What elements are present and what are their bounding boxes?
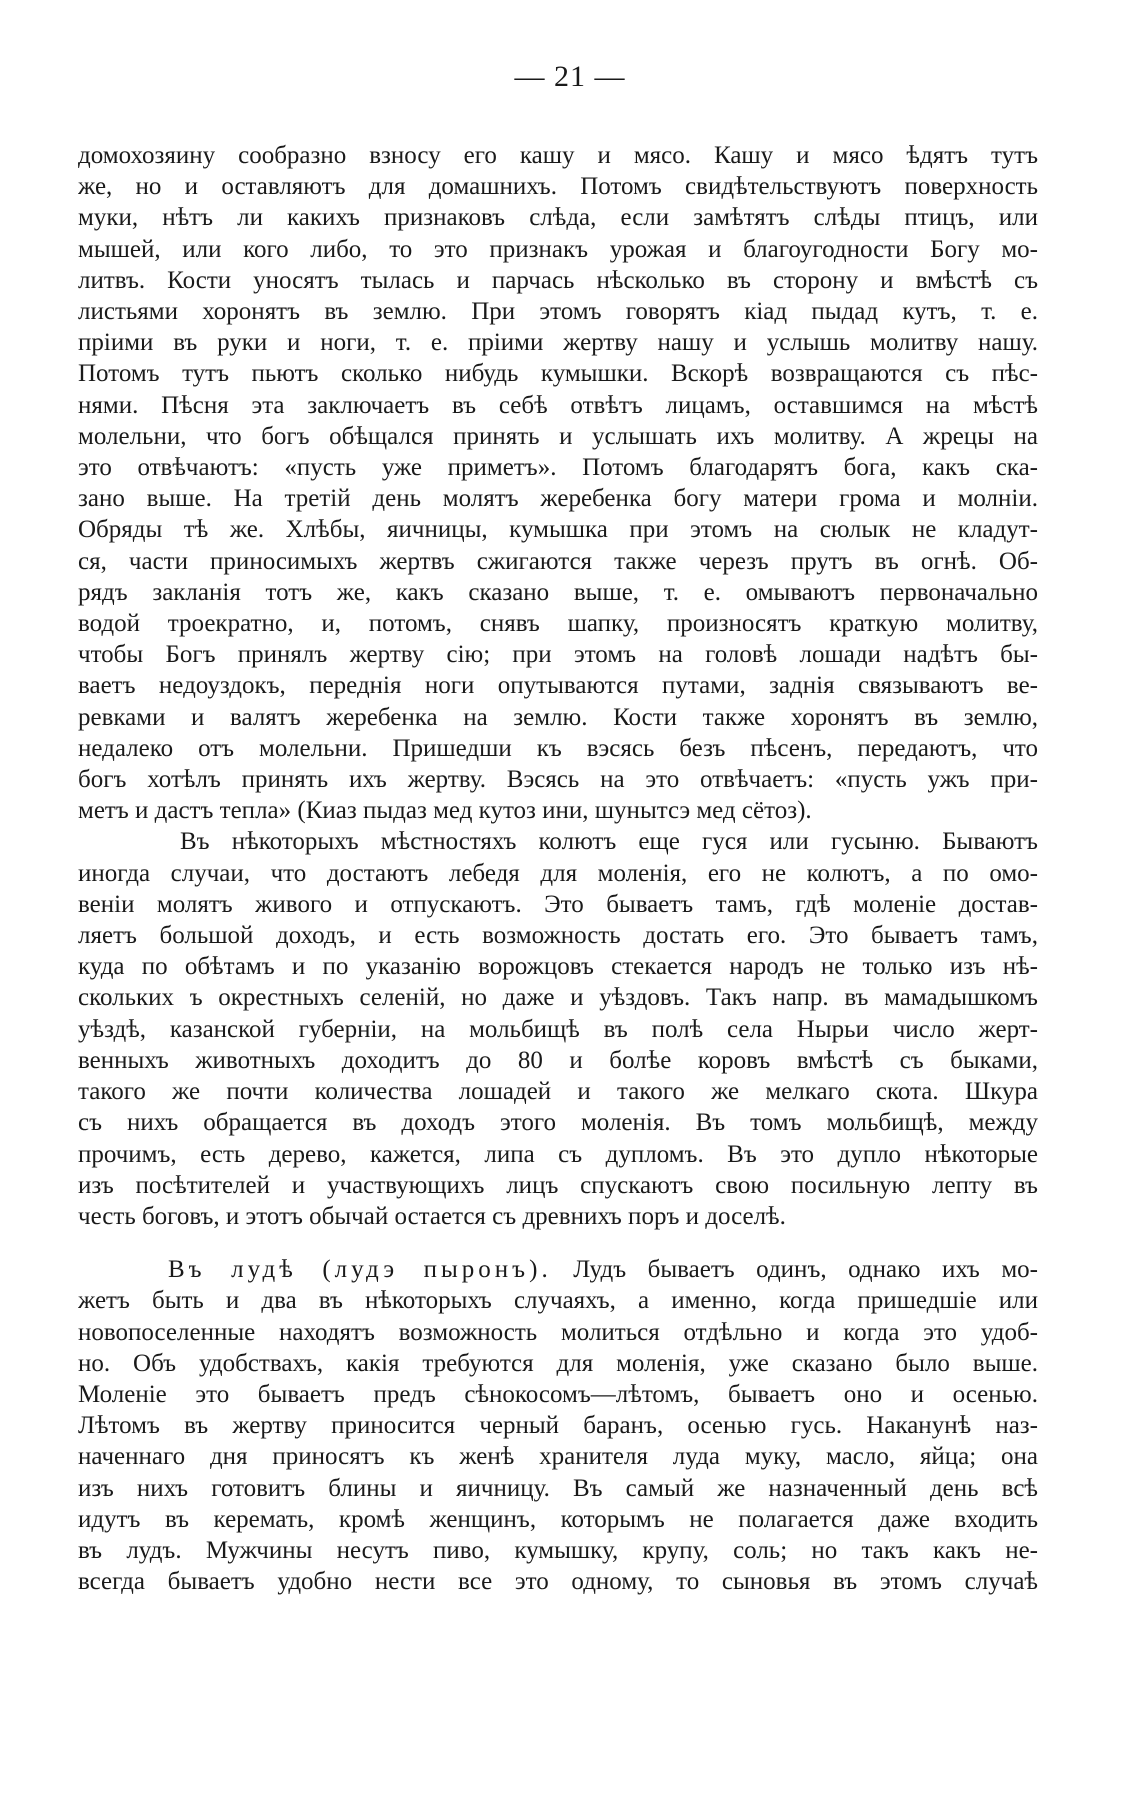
text-line: съ нихъ обращается въ доходъ этого моленія. Въ томъ мольбищѣ, между: [78, 1109, 1038, 1137]
text-line: идутъ въ керемать, кромѣ женщинъ, которымъ не полагается даже входить: [78, 1505, 1038, 1533]
text-line: такого же почти количества лошадей и такого же мелкаго скота. Шкура: [78, 1078, 1038, 1106]
text-body: [78, 140, 1038, 1597]
text-line: Моленіе это бываетъ предъ сѣнокосомъ—лѣтомъ, бываетъ оно и осенью.: [78, 1380, 1038, 1408]
text-line: недалеко отъ молельни. Пришедши къ вэсясь безъ пѣсенъ, передаютъ, что: [78, 734, 1038, 762]
section-heading: Въ лудѣ (лудэ пыронъ).: [168, 1256, 552, 1284]
text-line: Лѣтомъ въ жертву приносится черный баранъ, осенью гусь. Наканунѣ наз-: [78, 1412, 1038, 1440]
paragraph-2: [78, 826, 1038, 1232]
text-line: листьями хоронятъ въ землю. При этомъ говорятъ кіад пыдад кутъ, т. е.: [78, 298, 1038, 326]
text-line: уѣздѣ, казанской губерніи, на мольбищѣ въ полѣ села Нырьи число жерт-: [78, 1015, 1038, 1043]
text-line: изъ нихъ готовитъ блины и яичницу. Въ самый же назначенный день всѣ: [78, 1474, 1038, 1502]
text-line: молельни, что богъ обѣщался принять и услышать ихъ молитву. А жрецы на: [78, 422, 1038, 450]
text-line: веніи молятъ живого и отпускаютъ. Это бываетъ тамъ, гдѣ моленіе достав-: [78, 890, 1038, 918]
text-line: зано выше. На третій день молятъ жеребенка богу матери грома и молніи.: [78, 485, 1038, 513]
text-line: ваетъ недоуздокъ, переднія ноги опутываются путами, заднія связываютъ ве-: [78, 672, 1038, 700]
text-line: богъ хотѣлъ принять ихъ жертву. Вэсясь на это отвѣчаетъ: «пусть ужъ при-: [78, 766, 1038, 794]
text-line: чтобы Богъ принялъ жертву сію; при этомъ на головѣ лошади надѣтъ бы-: [78, 641, 1038, 669]
text-line: иногда случаи, что достаютъ лебедя для моленія, его не колютъ, а по омо-: [78, 859, 1038, 887]
text-line: же, но и оставляютъ для домашнихъ. Потомъ свидѣтельствуютъ поверхность: [78, 173, 1038, 201]
text-line: скольких ъ окрестныхъ селеній, но даже и уѣздовъ. Такъ напр. въ мамадышкомъ: [78, 984, 1038, 1012]
paragraph-1: [78, 140, 1038, 826]
text-line: литвъ. Кости уносятъ тылась и парчась нѣсколько въ сторону и вмѣстѣ съ: [78, 266, 1038, 294]
text-line: но. Объ удобствахъ, какія требуются для моленія, уже сказано было выше.: [78, 1349, 1038, 1377]
page-number: — 21 —: [514, 60, 626, 93]
text-line: метъ и дастъ тепла» (Киаз пыдаз мед кутоз ини, шунытсэ мед сётоз).: [78, 797, 812, 825]
text-line: домохозяину сообразно взносу его кашу и мясо. Кашу и мясо ѣдятъ тутъ: [78, 142, 1038, 169]
text-line: ревками и валятъ жеребенка на землю. Кости также хоронятъ въ землю,: [78, 703, 1038, 731]
text-line: это отвѣчаютъ: «пусть уже приметъ». Потомъ благодарятъ бога, какъ ска-: [78, 454, 1038, 482]
text-line: водой троекратно, и, потомъ, снявъ шапку, произносятъ краткую молитву,: [78, 610, 1038, 638]
text-line: изъ посѣтителей и участвующихъ лицъ спускаютъ свою посильную лепту въ: [78, 1171, 1038, 1199]
text-line: жетъ быть и два въ нѣкоторыхъ случаяхъ, а именно, когда пришедшіе или: [78, 1287, 1038, 1315]
text-line: наченнаго дня приносятъ къ женѣ хранителя луда муку, масло, яйца; она: [78, 1443, 1038, 1471]
text-line: всегда бываетъ удобно нести все это одному, то сыновья въ этомъ случаѣ: [78, 1568, 1038, 1596]
text-line: нями. Пѣсня эта заключаетъ въ себѣ отвѣтъ лицамъ, оставшимся на мѣстѣ: [78, 391, 1038, 419]
text-line: Потомъ тутъ пьютъ сколько нибудь кумышки. Вскорѣ возвращаются съ пѣс-: [78, 360, 1038, 388]
paragraph-3: [78, 1254, 1038, 1597]
text-line: мышей, или кого либо, то это признакъ урожая и благоугодности Богу мо-: [78, 235, 1038, 263]
text-line: новопоселенные находятъ возможность молиться отдѣльно и когда это удоб-: [78, 1318, 1038, 1346]
text-line: рядъ закланія тотъ же, какъ сказано выше, т. е. омываютъ первоначально: [78, 578, 1038, 606]
text-line: ся, части приносимыхъ жертвъ сжигаются также черезъ прутъ въ огнѣ. Об-: [78, 547, 1038, 575]
text-line: [78, 1254, 1038, 1285]
text-line: муки, нѣтъ ли какихъ признаковъ слѣда, если замѣтятъ слѣды птицъ, или: [78, 204, 1038, 232]
text-fragment: Лудъ бываетъ одинъ, однако ихъ мо-: [551, 1256, 1038, 1284]
text-line: венныхъ животныхъ доходитъ до 80 и болѣе коровъ вмѣстѣ съ быками,: [78, 1046, 1038, 1074]
text-line: куда по обѣтамъ и по указанію ворожцовъ стекается народъ не только изъ нѣ-: [78, 953, 1038, 981]
text-line: Обряды тѣ же. Хлѣбы, яичницы, кумышка при этомъ на сюлык не кладут-: [78, 516, 1038, 544]
text-line: прочимъ, есть дерево, кажется, липа съ дупломъ. Въ это дупло нѣкоторые: [78, 1140, 1038, 1168]
text-line: честь боговъ, и этотъ обычай остается съ древнихъ поръ и доселѣ.: [78, 1202, 786, 1230]
text-line: ляетъ большой доходъ, и есть возможность достать его. Это бываетъ тамъ,: [78, 922, 1038, 950]
text-line: въ лудъ. Мужчины несутъ пиво, кумышку, крупу, соль; но такъ какъ не-: [78, 1536, 1038, 1564]
text-line: пріими въ руки и ноги, т. е. пріими жертву нашу и услышь молитву нашу.: [78, 329, 1038, 357]
text-line: Въ нѣкоторыхъ мѣстностяхъ колютъ еще гуся или гусыню. Бываютъ: [180, 828, 1038, 856]
